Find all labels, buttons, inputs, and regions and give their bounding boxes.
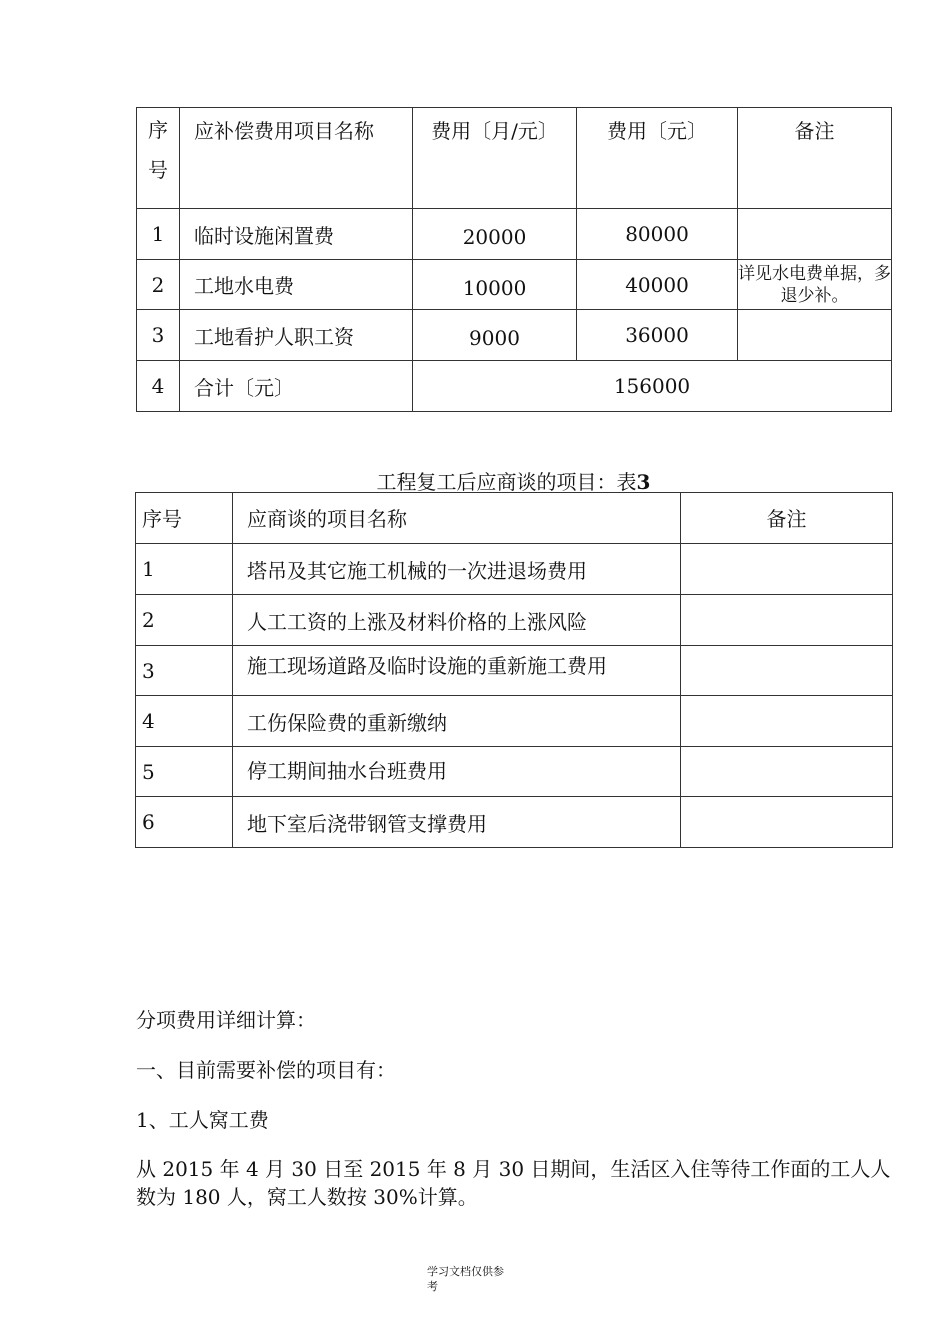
row-name: 地下室后浇带钢管支撑费用 xyxy=(233,797,681,848)
row-name: 塔吊及其它施工机械的一次进退场费用 xyxy=(233,544,681,595)
row-seq: 6 xyxy=(136,797,233,848)
row-monthly: 20000 xyxy=(413,209,577,260)
row-seq: 2 xyxy=(136,595,233,646)
table-row xyxy=(136,595,893,646)
header-name: 应补偿费用项目名称 xyxy=(180,108,413,209)
row-total: 40000 xyxy=(577,260,738,310)
row-name: 工伤保险费的重新缴纳 xyxy=(233,696,681,747)
row-seq: 5 xyxy=(136,747,233,797)
row-name: 施工现场道路及临时设施的重新施工费用 xyxy=(233,646,681,696)
table-sum-row xyxy=(137,361,892,412)
table-row xyxy=(137,310,892,361)
header-name: 应商谈的项目名称 xyxy=(233,493,681,544)
compensation-table xyxy=(136,107,892,412)
row-note: 详见水电费单据，多退少补。 xyxy=(738,260,892,310)
sum-seq: 4 xyxy=(137,361,180,412)
table-header-row xyxy=(136,493,893,544)
row-seq: 1 xyxy=(136,544,233,595)
footer-line: 学习文档仅供参 xyxy=(427,1265,504,1278)
header-note: 备注 xyxy=(681,493,893,544)
row-name: 临时设施闲置费 xyxy=(180,209,413,260)
row-seq: 3 xyxy=(136,646,233,696)
row-name: 工地看护人职工资 xyxy=(180,310,413,361)
table3-caption-number: 3 xyxy=(636,470,651,494)
table-row xyxy=(136,646,893,696)
row-monthly: 9000 xyxy=(413,310,577,361)
row-total: 80000 xyxy=(577,209,738,260)
header-seq: 序 号 xyxy=(137,108,180,209)
row-note xyxy=(738,209,892,260)
table-row xyxy=(136,544,893,595)
table-row xyxy=(137,209,892,260)
footer-line: 考 xyxy=(427,1280,438,1293)
row-note xyxy=(681,595,893,646)
row-seq: 3 xyxy=(137,310,180,361)
row-name: 人工工资的上涨及材料价格的上涨风险 xyxy=(233,595,681,646)
header-note: 备注 xyxy=(738,108,892,209)
sum-value: 156000 xyxy=(413,361,892,412)
row-note xyxy=(681,544,893,595)
row-total: 36000 xyxy=(577,310,738,361)
table-row xyxy=(137,260,892,310)
row-note xyxy=(681,696,893,747)
negotiation-table xyxy=(135,492,893,848)
row-name: 工地水电费 xyxy=(180,260,413,310)
row-seq: 1 xyxy=(137,209,180,260)
table-row xyxy=(136,747,893,797)
row-name: 停工期间抽水台班费用 xyxy=(233,747,681,797)
header-seq: 序号 xyxy=(136,493,233,544)
page-footer xyxy=(427,1264,527,1294)
row-note xyxy=(681,646,893,696)
header-total: 费用〔元〕 xyxy=(577,108,738,209)
row-seq: 4 xyxy=(136,696,233,747)
table3-caption-text: 工程复工后应商谈的项目：表 xyxy=(376,470,637,494)
row-note xyxy=(681,747,893,797)
table-header-row xyxy=(137,108,892,209)
section-heading: 分项费用详细计算： xyxy=(136,1008,316,1032)
row-seq: 2 xyxy=(137,260,180,310)
table3-caption xyxy=(136,466,891,495)
row-note xyxy=(738,310,892,361)
row-note xyxy=(681,797,893,848)
table-row xyxy=(136,797,893,848)
item-heading: 1、工人窝工费 xyxy=(136,1108,269,1132)
subsection-heading: 一、目前需要补偿的项目有： xyxy=(136,1058,396,1082)
body-paragraph: 从 2015 年 4 月 30 日至 2015 年 8 月 30 日期间，生活区入住等待工作面的工人人数为 180 人，窝工人数按 30%计算。 xyxy=(136,1157,891,1209)
sum-name: 合计〔元〕 xyxy=(180,361,413,412)
header-monthly: 费用〔月/元〕 xyxy=(413,108,577,209)
row-monthly: 10000 xyxy=(413,260,577,310)
table-row xyxy=(136,696,893,747)
